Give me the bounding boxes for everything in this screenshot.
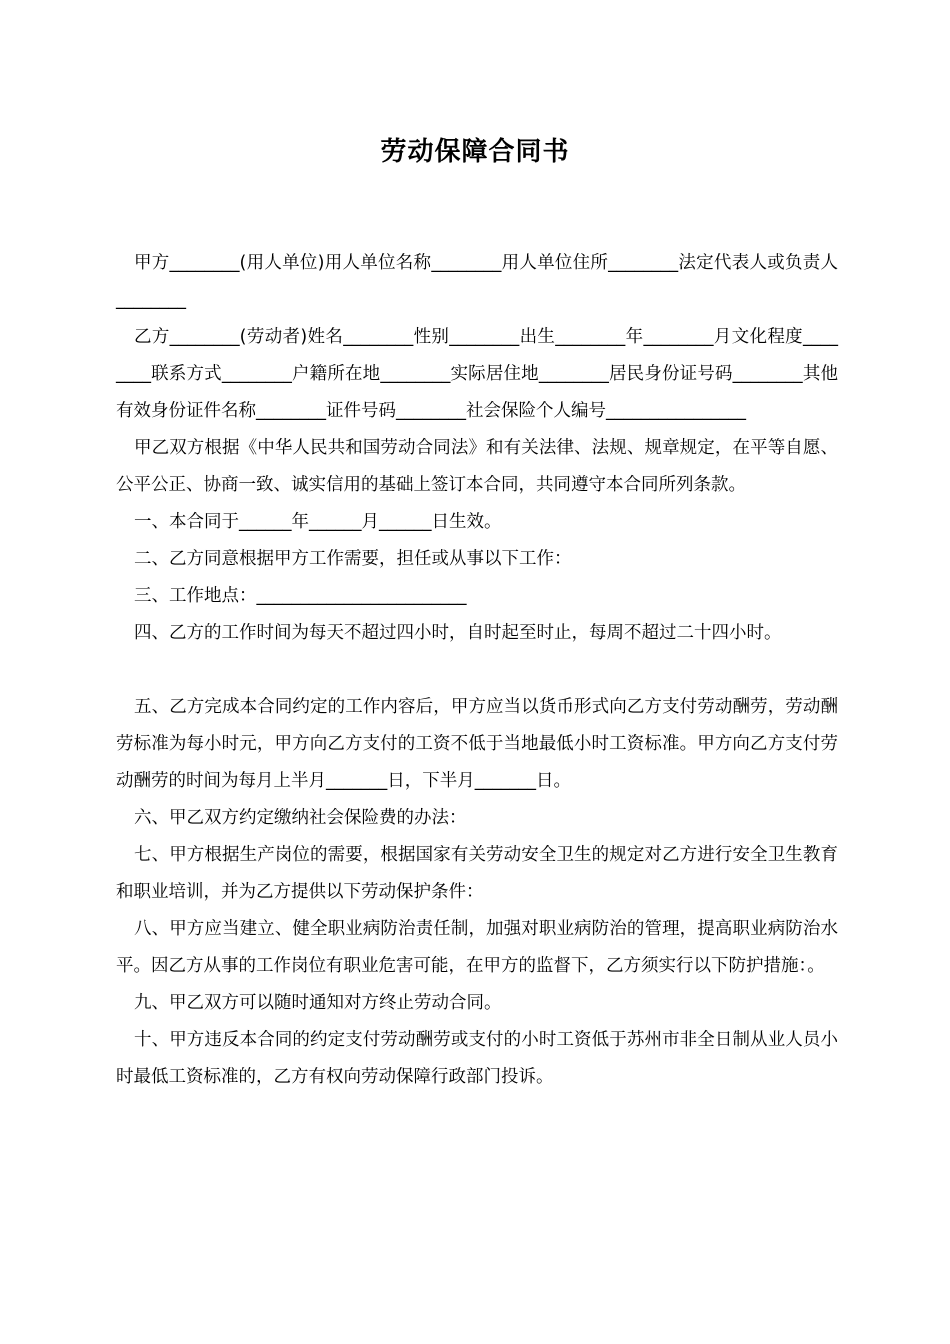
- clause-4: 四、乙方的工作时间为每天不超过四小时，自时起至时止，每周不超过二十四小时。: [134, 623, 782, 643]
- clause-9: 九、甲乙双方可以随时通知对方终止劳动合同。: [134, 993, 502, 1013]
- clause-10: 十、甲方违反本合同的约定支付劳动酬劳或支付的小时工资低于苏州市非全日制从业人员小时最低工资标准的，乙方有权向劳动保障行政部门投诉。: [116, 1030, 838, 1087]
- clause-2: 二、乙方同意根据甲方工作需要，担任或从事以下工作：: [134, 549, 572, 569]
- clause-5: 五、乙方完成本合同约定的工作内容后，甲方应当以货币形式向乙方支付劳动酬劳，劳动酬劳标准为每小时元，甲方向乙方支付的工资不低于当地最低小时工资标准。甲方向乙方支付劳动酬劳的时间为每月上半月_______日，下半月_______日。: [116, 697, 838, 791]
- clause-8: 八、甲方应当建立、健全职业病防治责任制，加强对职业病防治的管理，提高职业病防治水平。因乙方从事的工作岗位有职业危害可能，在甲方的监督下，乙方须实行以下防护措施：。: [116, 919, 838, 976]
- document-body: [116, 245, 838, 1096]
- document-title: 劳动保障合同书: [380, 137, 570, 167]
- preamble-paragraph: 甲乙双方根据《中华人民共和国劳动合同法》和有关法律、法规、规章规定，在平等自愿、公平公正、协商一致、诚实信用的基础上签订本合同，共同遵守本合同所列条款。: [116, 438, 838, 495]
- party-b-paragraph: 乙方________(劳动者)姓名________性别________出生________年________月文化程度________联系方式________户籍所在地________实际居住地________居民身份证号码________其他有效身份证件名称________证件号码________社会保险个人编号________________: [116, 327, 838, 421]
- clause-1: 一、本合同于______年______月______日生效。: [134, 512, 502, 532]
- clause-3: 三、工作地点：________________________: [134, 586, 467, 606]
- clause-7: 七、甲方根据生产岗位的需要，根据国家有关劳动安全卫生的规定对乙方进行安全卫生教育和职业培训，并为乙方提供以下劳动保护条件：: [116, 845, 838, 902]
- clause-6: 六、甲乙双方约定缴纳社会保险费的办法：: [134, 808, 467, 828]
- party-a-paragraph: 甲方________(用人单位)用人单位名称________用人单位住所________法定代表人或负责人________: [116, 253, 838, 310]
